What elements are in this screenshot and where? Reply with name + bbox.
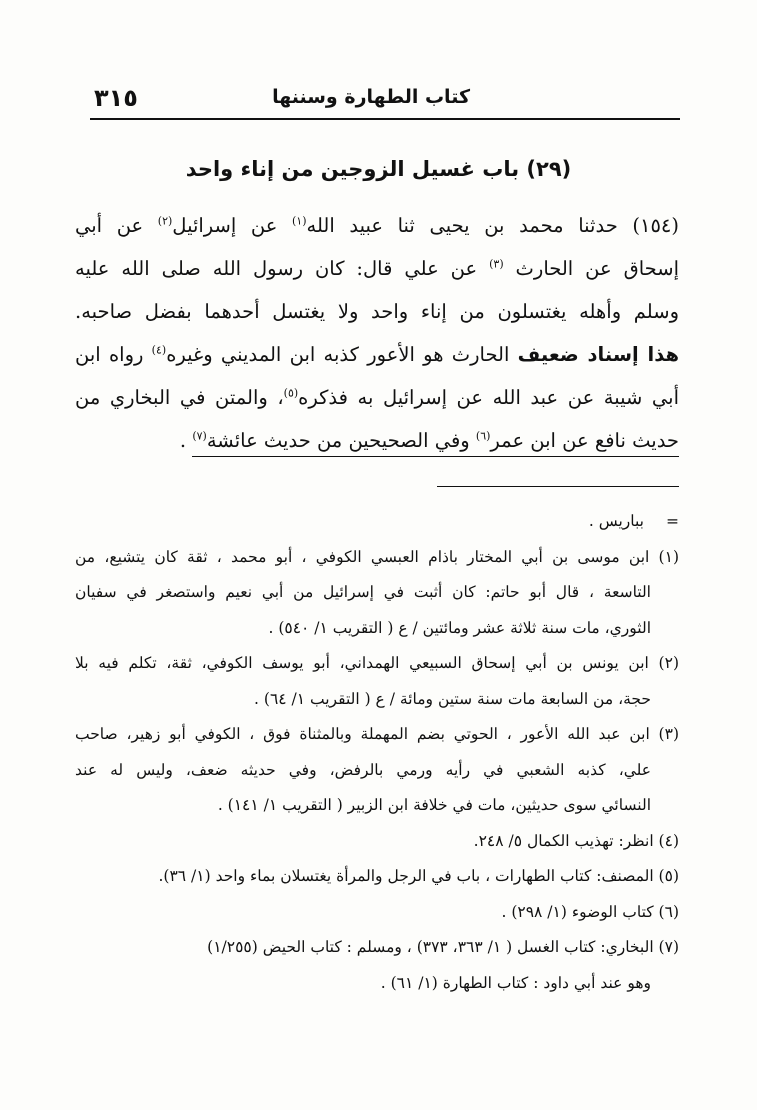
hadith-text <box>75 204 679 462</box>
running-title: كتاب الطهارة وسننها <box>272 86 470 108</box>
text-line: إسحاق عن الحارث $^{(٣)}$ عن علي قال: كان رسول الله صلى الله عليه <box>75 257 679 280</box>
footnote-ref: (٣) <box>489 257 504 271</box>
footnote-3: (٣) ابن عبد الله الأعور ، الحوتي بضم المهملة وبالمثناة فوق ، الكوفي أبو زهير، صاحب <box>75 725 679 743</box>
footnote-2: حجة، من السابعة مات سنة ستين ومائة / ع ( التقريب ١/ ٦٤) . <box>254 689 651 708</box>
page-header <box>90 80 680 120</box>
footnote-1: الثوري، مات سنة ثلاثة عشر ومائتين / ع ( التقريب ١/ ٥٤٠) . <box>268 618 651 637</box>
page-number: ٣١٥ <box>94 84 138 112</box>
footnote-ref: (٤) <box>151 343 167 357</box>
footnote-ref: (٦) <box>475 429 491 443</box>
text-line: هذا إسناد ضعيف الحارث هو الأعور كذبه ابن المديني وغيره$^{(٤)}$ رواه ابن <box>75 343 679 366</box>
footnote-7: (٧) البخاري: كتاب الغسل ( ١/ ٣٦٣، ٣٧٣) ، ومسلم : كتاب الحيض (١/٢٥٥) <box>207 938 679 956</box>
chapter-title: (٢٩) باب غسيل الزوجين من إناء واحد <box>185 157 572 181</box>
footnote-6: (٦) كتاب الوضوء (١/ ٢٩٨) . <box>501 902 679 921</box>
footnote-ref: (٧) <box>192 429 207 443</box>
footnote-1: التاسعة ، قال أبو حاتم: كان أثبت في إسرائيل من أبي نعيم واستصغر في سفيان <box>75 583 651 601</box>
footnote-ref: (١) <box>291 214 307 228</box>
footnote-5: (٥) المصنف: كتاب الطهارات ، باب في الرجل والمرأة يغتسلان بماء واحد (١/ ٣٦). <box>158 867 679 885</box>
text-line: وسلم وأهله يغتسلون من إناء واحد ولا يغتسل أحدهما بفضل صاحبه. <box>75 300 679 323</box>
footnote-1: (١) ابن موسى بن أبي المختار باذام العبسي الكوفي ، أبو محمد ، ثقة كان يتشيع، من <box>75 547 679 566</box>
footnote-continuation: =بباريس . <box>588 512 679 530</box>
text-line: (١٥٤) حدثنا محمد بن يحيى ثنا عبيد الله$^{(١)}$ عن إسرائيل$^{(٢)}$ عن أبي <box>75 214 679 237</box>
text-line: حديث نافع عن ابن عمر$^{(٦)}$ وفي الصحيحين من حديث عائشة$^{(٧)}$ . <box>75 419 679 462</box>
footnotes <box>75 504 679 1001</box>
text-line: أبي شيبة عن عبد الله عن إسرائيل به فذكره$^{(٥)}$، والمتن في البخاري من <box>75 386 679 409</box>
footnote-7: وهو عند أبي داود : كتاب الطهارة (١/ ٦١) . <box>380 973 651 992</box>
isnad-grade: هذا إسناد ضعيف <box>517 343 679 366</box>
footnote-3: علي، كذبه الشعبي في رأيه ورمي بالرفض، وفي حديثه ضعف، وليس له عند <box>75 760 651 779</box>
footnote-4: (٤) انظر: تهذيب الكمال ٥/ ٢٤٨. <box>473 831 679 850</box>
footnote-separator <box>437 486 679 487</box>
footnote-ref: (٢) <box>157 214 173 228</box>
footnote-ref: (٥) <box>283 386 299 400</box>
footnote-2: (٢) ابن يونس بن أبي إسحاق السبيعي الهمداني، أبو يوسف الكوفي، ثقة، تكلم فيه بلا <box>75 654 679 672</box>
footnote-3: النسائي سوى حديثين، مات في خلافة ابن الزبير ( التقريب ١/ ١٤١) . <box>217 796 651 814</box>
